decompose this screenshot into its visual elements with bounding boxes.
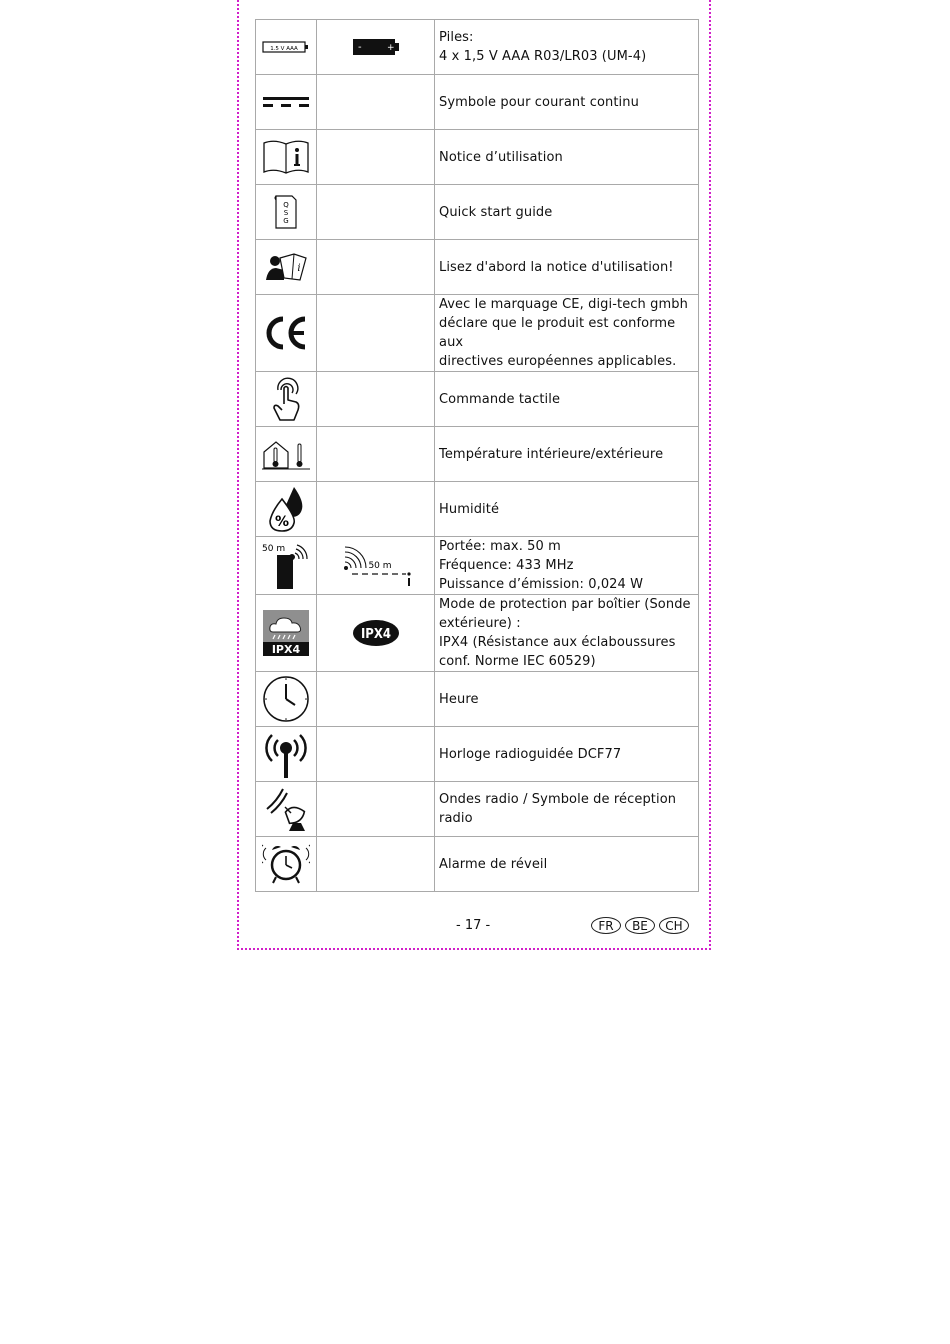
table-row — [256, 672, 699, 727]
description-cell — [435, 782, 699, 837]
battery-aaa-icon — [262, 40, 310, 54]
description-cell — [435, 20, 699, 75]
humidity-icon — [266, 485, 306, 533]
description-line: Commande tactile — [439, 391, 561, 407]
description-line: directives européennes applicables. — [439, 354, 677, 369]
country-badge-ch: CH — [659, 917, 689, 934]
alarm-clock-icon — [262, 842, 310, 886]
description-line: Heure — [439, 691, 479, 707]
description-line: Humidité — [439, 501, 500, 517]
page-number: - 17 - — [456, 918, 491, 933]
description-line: IPX4 (Résistance aux éclaboussures — [439, 635, 676, 650]
table-row — [256, 185, 699, 240]
description-line: Horloge radioguidée DCF77 — [439, 746, 622, 762]
table-row — [256, 727, 699, 782]
range-label: 50 m — [262, 543, 286, 554]
country-badge-be: BE — [625, 917, 655, 934]
description-line: radio — [439, 811, 473, 826]
description-cell — [435, 427, 699, 482]
touch-control-icon — [268, 376, 304, 422]
description-line: Fréquence: 433 MHz — [439, 558, 574, 573]
read-manual-icon — [264, 252, 308, 282]
satellite-dish-icon — [263, 785, 309, 833]
table-row — [256, 837, 699, 892]
table-row — [256, 595, 699, 672]
description-line: Notice d’utilisation — [439, 149, 563, 165]
svg-text:S: S — [283, 209, 289, 217]
indoor-outdoor-temperature-icon — [262, 438, 310, 470]
description-line: Température intérieure/extérieure — [439, 446, 664, 462]
description-line: extérieure) : — [439, 616, 521, 631]
description-line: Avec le marquage CE, digi-tech gmbh — [439, 297, 688, 312]
description-cell — [435, 75, 699, 130]
svg-text:%: % — [274, 514, 290, 530]
svg-text:i: i — [297, 263, 301, 274]
direct-current-icon — [263, 96, 309, 108]
description-cell — [435, 537, 699, 595]
country-badges — [591, 917, 689, 934]
table-row — [256, 20, 699, 75]
description-cell — [435, 727, 699, 782]
table-row — [256, 130, 699, 185]
table-row — [256, 427, 699, 482]
description-line: déclare que le produit est conforme aux — [439, 316, 676, 350]
symbol-table — [255, 19, 699, 892]
description-cell — [435, 837, 699, 892]
ipx4-icon — [352, 619, 400, 647]
description-cell — [435, 240, 699, 295]
country-badge-fr: FR — [591, 917, 621, 934]
description-cell — [435, 130, 699, 185]
quick-start-guide-icon — [272, 194, 300, 230]
svg-text:+: + — [386, 43, 395, 53]
description-line: Puissance d’émission: 0,024 W — [439, 577, 644, 592]
battery-label: 1.5 V AAA — [270, 46, 298, 52]
table-row — [256, 537, 699, 595]
signal-range-icon — [340, 544, 412, 588]
description-line: Piles: — [439, 30, 474, 45]
rain-protection-icon — [263, 610, 309, 656]
clock-icon — [262, 675, 310, 723]
description-line: Lisez d'abord la notice d'utilisation! — [439, 259, 674, 275]
description-line: Symbole pour courant continu — [439, 94, 639, 110]
range-label: 50 m — [367, 560, 392, 571]
ce-mark-icon — [263, 315, 309, 351]
description-line: Mode de protection par boîtier (Sonde — [439, 597, 691, 612]
description-cell — [435, 295, 699, 372]
description-line: Portée: max. 50 m — [439, 539, 561, 554]
description-line: Alarme de réveil — [439, 856, 548, 872]
description-cell — [435, 185, 699, 240]
svg-text:-: - — [357, 42, 362, 53]
table-row — [256, 782, 699, 837]
table-row — [256, 240, 699, 295]
description-line: Quick start guide — [439, 204, 553, 220]
svg-text:G: G — [283, 217, 289, 225]
description-cell — [435, 482, 699, 537]
description-line: conf. Norme IEC 60529) — [439, 654, 596, 669]
transmitter-range-icon — [262, 541, 310, 591]
manual-info-icon — [262, 139, 310, 175]
table-row — [256, 482, 699, 537]
description-cell — [435, 372, 699, 427]
description-cell — [435, 672, 699, 727]
description-line: Ondes radio / Symbole de réception — [439, 792, 677, 807]
description-line: 4 x 1,5 V AAA R03/LR03 (UM-4) — [439, 49, 647, 64]
svg-text:Q: Q — [283, 201, 289, 209]
radio-tower-icon — [264, 730, 308, 778]
ipx4-label: IPX4 — [360, 627, 391, 642]
table-row — [256, 295, 699, 372]
ipx4-label: IPX4 — [271, 643, 301, 656]
table-row — [256, 372, 699, 427]
table-row — [256, 75, 699, 130]
battery-polarity-icon — [352, 38, 400, 56]
description-cell — [435, 595, 699, 672]
